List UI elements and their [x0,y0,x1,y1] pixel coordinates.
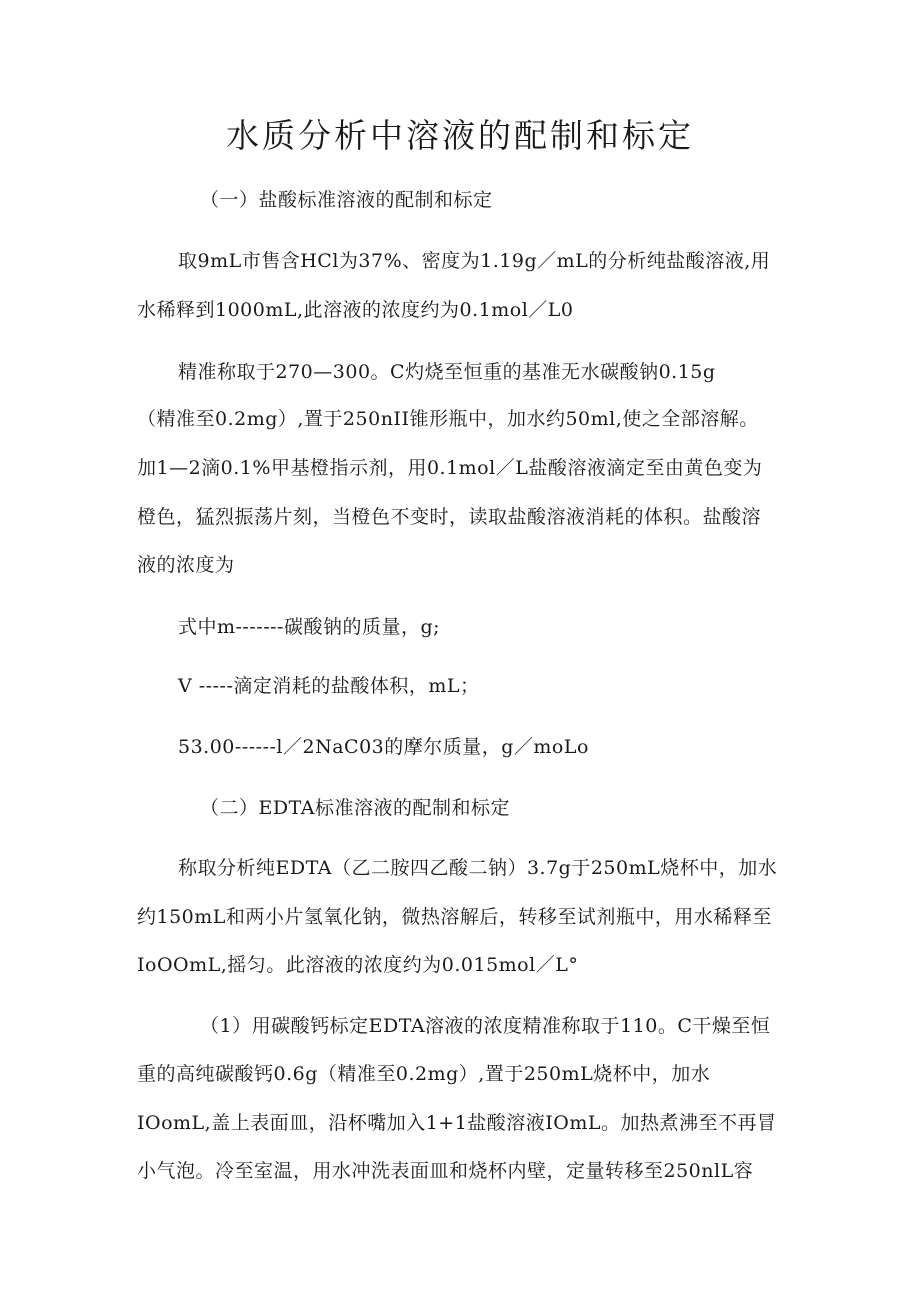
paragraph-line: IOomL,盖上表面皿，沿杯嘴加入1+1盐酸溶液IOmL。加热煮沸至不再冒 [137,1112,777,1134]
formula-note-line: V -----滴定消耗的盐酸体积，mL； [178,675,480,697]
document-title: 水质分析中溶液的配制和标定 [226,116,694,155]
formula-note-line: 53.00------l／2NaC03的摩尔质量，g／moLo [178,736,589,758]
section-heading-1: （一）盐酸标准溶液的配制和标定 [200,189,493,211]
paragraph-line: 约150mL和两小片氢氧化钠，微热溶解后，转移至试剂瓶中，用水稀释至 [137,906,772,928]
formula-note-line: 式中m-------碳酸钠的质量，g; [178,616,441,638]
paragraph-line: 橙色，猛烈振荡片刻，当橙色不变时，读取盐酸溶液消耗的体积。盐酸溶 [137,506,762,528]
paragraph-line: 水稀释到1000mL,此溶液的浓度约为0.1mol／L0 [137,299,574,321]
paragraph-line: 重的高纯碳酸钙0.6g（精准至0.2mg）,置于250mL烧杯中，加水 [137,1063,711,1085]
paragraph-line: 加1—2滴0.1%甲基橙指示剂，用0.1mol／L盐酸溶液滴定至由黄色变为 [137,457,763,479]
paragraph-line: IoOOmL,摇匀。此溶液的浓度约为0.015mol／L° [137,954,579,976]
paragraph-line: 称取分析纯EDTA（乙二胺四乙酸二钠）3.7g于250mL烧杯中，加水 [178,857,778,879]
paragraph-line: （1）用碳酸钙标定EDTA溶液的浓度精准称取于110。C干燥至恒 [200,1015,771,1037]
paragraph-line: 小气泡。冷至室温，用水冲洗表面皿和烧杯内壁，定量转移至250nlL容 [137,1160,754,1182]
paragraph-line: 取9mL市售含HCl为37%、密度为1.19g／mL的分析纯盐酸溶液,用 [178,250,771,272]
paragraph-line: 液的浓度为 [137,554,235,576]
paragraph-line: （精准至0.2mg）,置于250nII锥形瓶中，加水约50ml,使之全部溶解。 [137,408,759,430]
section-heading-2: （二）EDTA标准溶液的配制和标定 [200,797,510,819]
paragraph-line: 精准称取于270—300。C灼烧至恒重的基准无水碳酸钠0.15g [178,361,716,383]
